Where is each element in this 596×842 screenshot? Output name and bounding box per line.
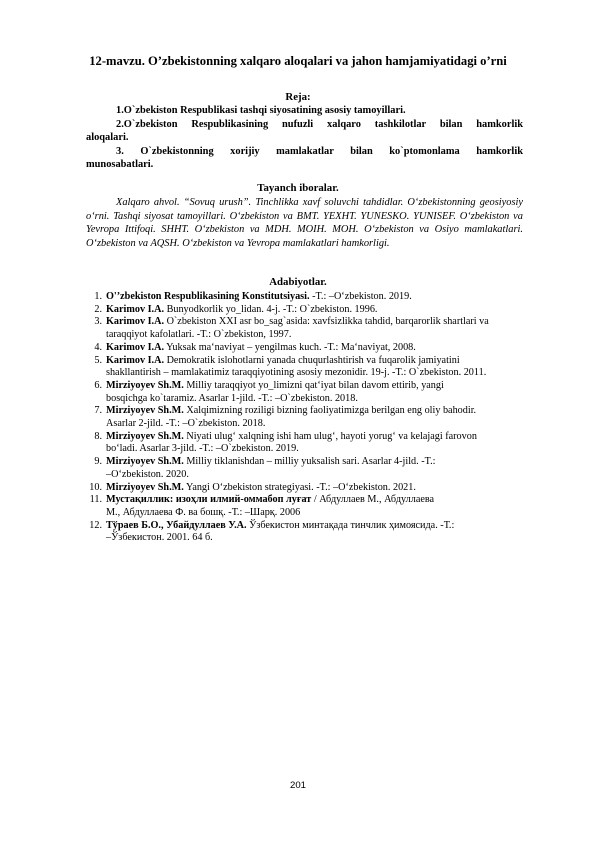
references-heading: Adabiyotlar. xyxy=(269,276,327,288)
page-title: 12-mavzu. O’zbekistonning xalqaro aloqalari va jahon hamjamiyatidagi o’rni xyxy=(89,54,507,68)
plan-item-1: 1.O`zbekiston Respublikasi tashqi siyosatining asosiy tamoyillari. xyxy=(116,105,406,116)
terms-paragraph: Xalqaro ahvol. “Sovuq urush”. Tinchlikka xavf soluvchi tahdidlar. O‘zbekistonning geosiyosiy o‘rni. Tashqi siyosat tamoyillari. O‘zbekiston va BMT. YEXHT. YUNESKO. YUNISEF. O‘zbekiston va Yevropa Ittifoqi. SHHT. O‘zbekiston va MDH. MOIH. MOH. O‘zbekiston va Osiyo mamlakatlari. O‘zbekiston va AQSH. O‘zbekiston va Yevropa mamlakatlari hamkorligi. xyxy=(86,197,523,249)
reference-item: 4. Karimov I.A. Yuksak ma‘naviyat – yengilmas kuch. -T.: Ma‘naviyat, 2008. xyxy=(94,341,416,353)
reference-item: 11. Мустақиллик: изоҳли илмий-оммабоп луғат / Абдуллаев М., Абдуллаева М., Абдуллаева Ф. ва бошқ. -Т.: –Шарқ. 2006 xyxy=(89,494,435,518)
plan-item-2-continued: aloqalari. xyxy=(86,132,129,144)
plan-heading: Reja: xyxy=(285,91,311,103)
references-list xyxy=(86,291,523,545)
reference-item: 10. Mirziyoyev Sh.M. Yangi O‘zbekiston strategiyasi. -T.: –O‘zbekiston. 2021. xyxy=(89,481,416,493)
reference-item: 6. Mirziyoyev Sh.M. Milliy taraqqiyot yo_limizni qat‘iyat bilan davom ettirib, yangi bosqichga ko`taramiz. Asarlar 1-jild. -T.: –O`zbekiston. 2018. xyxy=(94,379,444,404)
reference-item: 2. Karimov I.A. Bunyodkorlik yo_lidan. 4-j. -T.: O`zbekiston. 1996. xyxy=(94,303,378,315)
terms-heading: Tayanch iboralar. xyxy=(257,182,339,194)
reference-item: 9. Mirziyoyev Sh.M. Milliy tiklanishdan – milliy yuksalish sari. Asarlar 4-jild. -T.: –O‘zbekiston. 2020. xyxy=(94,456,436,480)
plan-item-3-continued: munosabatlari. xyxy=(86,159,154,171)
page-number: 201 xyxy=(289,780,306,791)
reference-item: 3. Karimov I.A. O`zbekiston XXI asr bo_sag`asida: xavfsizlikka tahdid, barqarorlik shartlari va taraqqiyot kafolatlari. -T.: O`zbekiston, 1997. xyxy=(94,316,489,341)
reference-item: 1. O'’zbekiston Respublikasining Konstitutsiyasi. -T.: –O‘zbekiston. 2019. xyxy=(94,291,412,302)
reference-item: 8. Mirziyoyev Sh.M. Niyati ulug‘ xalqning ishi ham ulug‘, hayoti yorug‘ va kelajagi farovon bo‘ladi. Asarlar 3-jild. -T.: –O`zbekiston. 2019. xyxy=(94,430,477,455)
plan-list xyxy=(86,104,523,172)
reference-item: 5. Karimov I.A. Demokratik islohotlarni yanada chuqurlashtirish va fuqarolik jamiyatini shakllantirish – mamlakatimiz taraqqiyotining asosiy mezonidir. 19-j. -T.: O`zbekiston. 2011. xyxy=(94,354,487,379)
plan-item-2: 2.O`zbekiston Respublikasining nufuzli xalqaro tashkilotlar bilan hamkorlik xyxy=(116,118,523,130)
plan-item-3: 3. O`zbekistonning xorijiy mamlakatlar bilan ko`ptomonlama hamkorlik xyxy=(116,145,523,157)
reference-item: 7. Mirziyoyev Sh.M. Xalqimizning roziligi bizning faoliyatimizga berilgan eng oliy bahodir. Asarlar 2-jild. -T.: –O`zbekiston. 2018. xyxy=(94,405,477,430)
reference-item: 12. Тўраев Б.О., Убайдуллаев У.А. Ўзбекистон минтақада тинчлик ҳимоясида. -Т.: –Ўзбекистон. 2001. 64 б. xyxy=(89,519,455,544)
